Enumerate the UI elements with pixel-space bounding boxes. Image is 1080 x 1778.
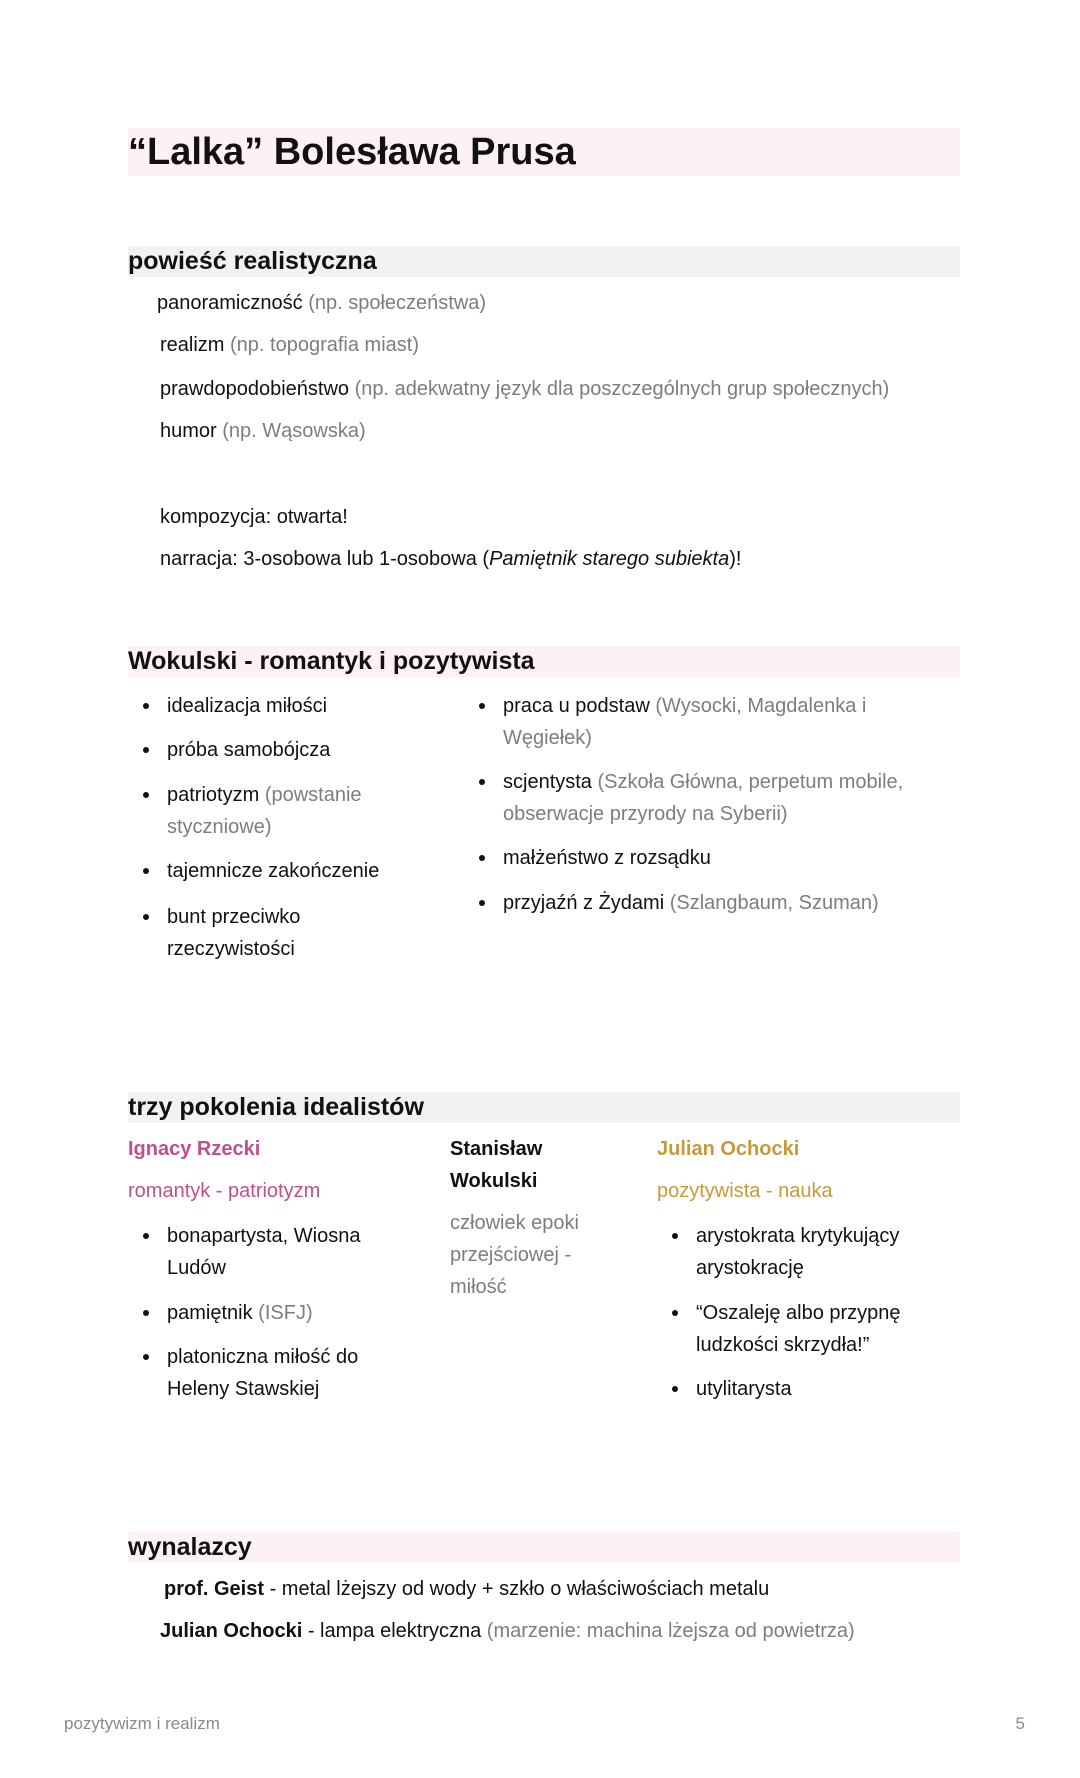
heading-band [128,1532,960,1563]
section-heading-wokulski: Wokulski - romantyk i pozytywista [128,647,535,675]
list-item: “Oszaleję albo przypnę [696,1302,901,1324]
list-item: małżeństwo z rozsądku [503,847,711,869]
inventor-geist: prof. Geist - metal lżejszy od wody + szkło o właściwościach metalu [164,1578,770,1600]
ochocki-tag: pozytywista - nauka [657,1180,833,1202]
section-heading-realism: powieść realistyczna [128,247,377,275]
list-item: tajemnicze zakończenie [167,860,380,882]
footer-section: pozytywizm i realizm [64,1714,220,1733]
list-item-cont: Heleny Stawskiej [167,1378,320,1400]
realism-item: panoramiczność (np. społeczeństwa) [157,292,487,314]
bullet-icon [479,779,485,785]
realism-item: prawdopodobieństwo (np. adekwatny język dla poszczególnych grup społecznych) [160,378,890,400]
list-item-cont: styczniowe) [167,816,272,838]
ochocki-name: Julian Ochocki [657,1138,800,1160]
bullet-icon [143,1233,149,1239]
list-item-cont: ludzkości skrzydła!” [696,1334,870,1356]
list-item-cont: Węgiełek) [503,727,592,749]
bullet-icon [479,855,485,861]
list-item-cont: rzeczywistości [167,938,295,960]
wokulski-tag: miłość [450,1276,507,1298]
bullet-icon [143,868,149,874]
section-heading-inventors: wynalazcy [128,1533,252,1561]
list-item: przyjaźń z Żydami (Szlangbaum, Szuman) [503,892,879,914]
list-item-cont: Ludów [167,1257,226,1279]
bullet-icon [143,747,149,753]
list-item: bunt przeciwko [167,906,301,928]
list-item: scjentysta (Szkoła Główna, perpetum mobile, [503,771,904,793]
composition-line: kompozycja: otwarta! [160,506,348,528]
bullet-icon [479,703,485,709]
list-item: patriotyzm (powstanie [167,784,362,806]
realism-item: humor (np. Wąsowska) [160,420,366,442]
list-item: utylitarysta [696,1378,792,1400]
realism-item: realizm (np. topografia miast) [160,334,419,356]
narration-line: narracja: 3-osobowa lub 1-osobowa (Pamiętnik starego subiekta)! [160,548,742,570]
list-item: platoniczna miłość do [167,1346,359,1368]
bullet-icon [672,1233,678,1239]
inventor-ochocki: Julian Ochocki - lampa elektryczna (marzenie: machina lżejsza od powietrza) [160,1620,855,1642]
bullet-icon [672,1310,678,1316]
list-item-cont: arystokrację [696,1257,804,1279]
list-item: pamiętnik (ISFJ) [167,1302,313,1324]
bullet-icon [143,1310,149,1316]
bullet-icon [143,1354,149,1360]
wokulski-tag: przejściowej - [450,1244,572,1266]
bullet-icon [143,703,149,709]
page-number: 5 [1015,1714,1025,1733]
list-item: bonapartysta, Wiosna [167,1225,361,1247]
list-item: praca u podstaw (Wysocki, Magdalenka i [503,695,867,717]
wokulski-name: Wokulski [450,1170,538,1192]
list-item: arystokrata krytykujący [696,1225,900,1247]
rzecki-tag: romantyk - patriotyzm [128,1180,321,1202]
list-item: próba samobójcza [167,739,331,761]
section-heading-generations: trzy pokolenia idealistów [128,1093,424,1121]
rzecki-name: Ignacy Rzecki [128,1138,261,1160]
list-item: idealizacja miłości [167,695,328,717]
page-title: “Lalka” Bolesława Prusa [128,131,576,173]
wokulski-tag: człowiek epoki [450,1212,579,1234]
list-item-cont: obserwacje przyrody na Syberii) [503,803,788,825]
wokulski-name: Stanisław [450,1138,543,1160]
bullet-icon [143,914,149,920]
bullet-icon [672,1386,678,1392]
bullet-icon [479,900,485,906]
bullet-icon [143,792,149,798]
